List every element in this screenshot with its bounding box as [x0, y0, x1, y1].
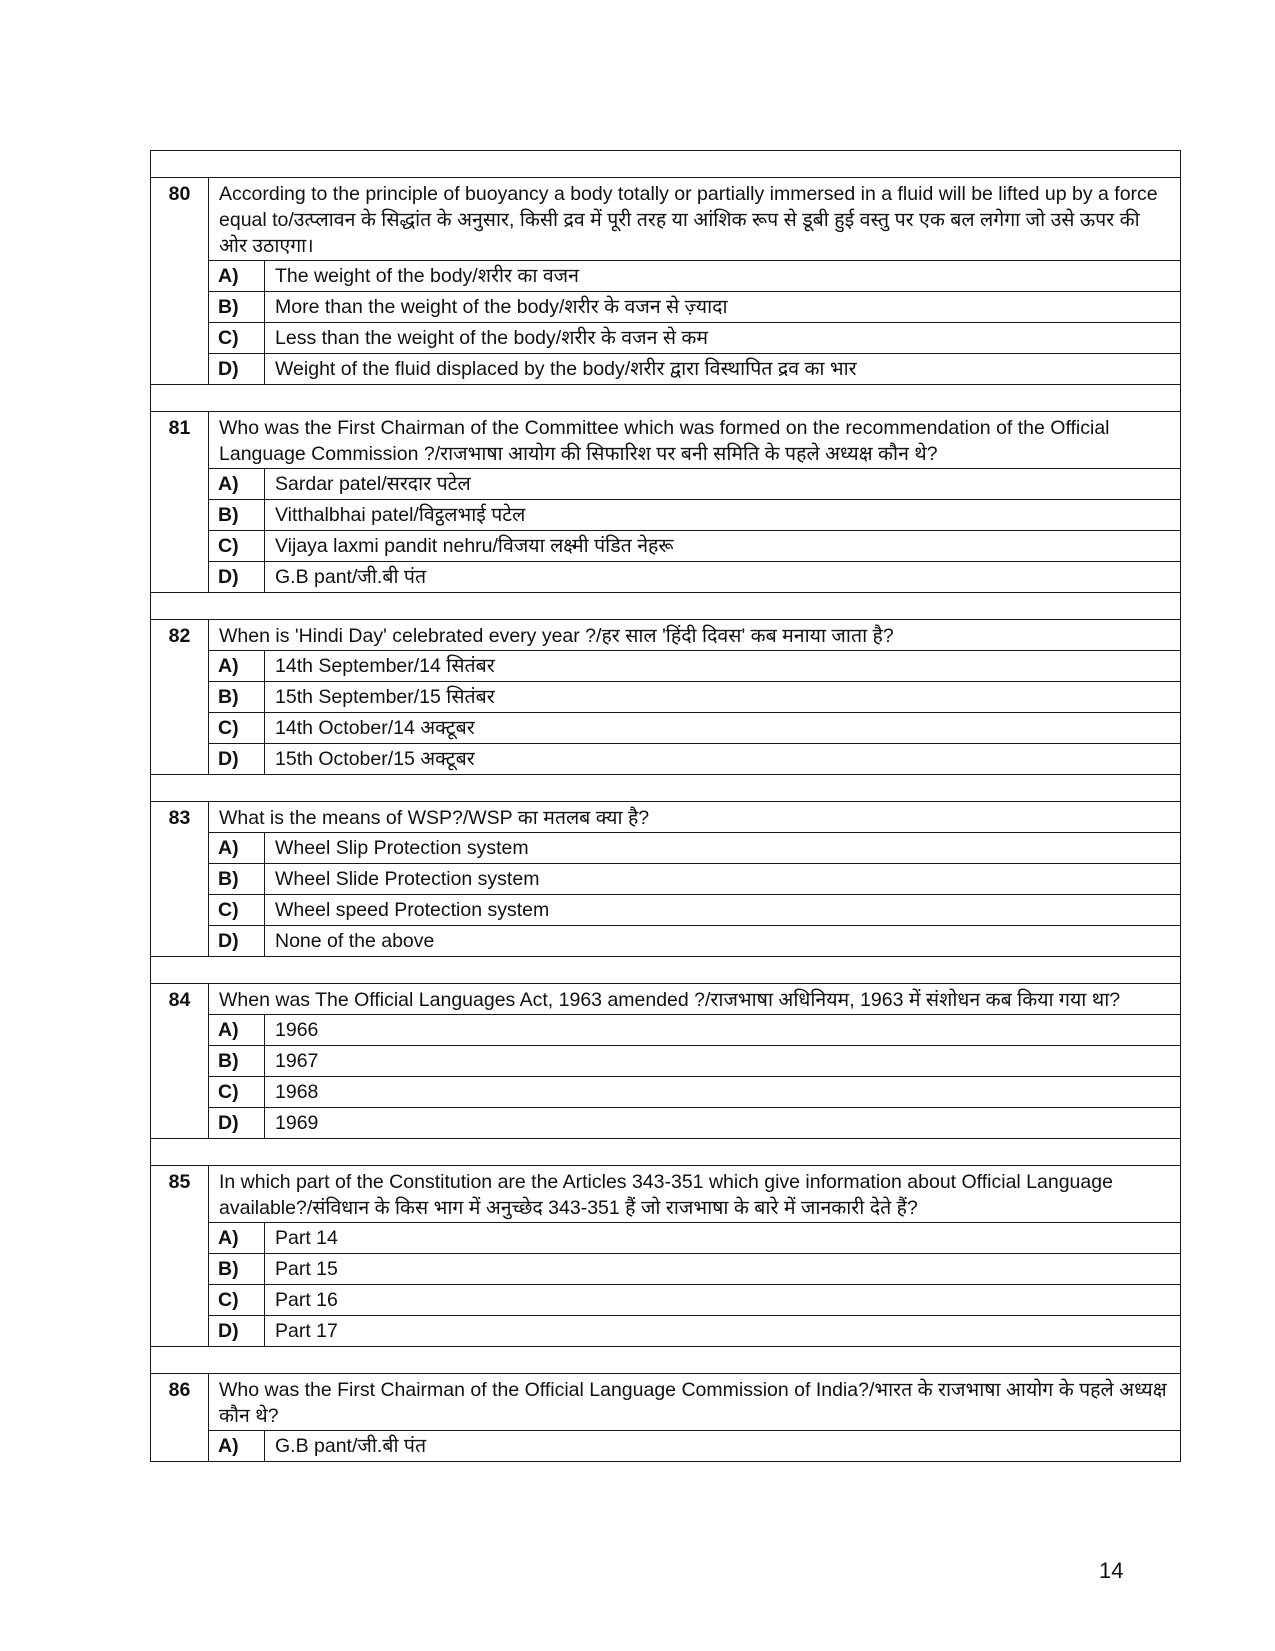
spacer-row	[151, 593, 1181, 620]
option-letter: A)	[209, 261, 265, 292]
option-row	[151, 1316, 1181, 1347]
question-row-81	[151, 412, 1181, 469]
option-text: None of the above	[265, 926, 1181, 957]
option-letter: A)	[209, 469, 265, 500]
option-text: Vijaya laxmi pandit nehru/विजया लक्ष्मी पंडित नेहरू	[265, 531, 1181, 562]
question-row-84	[151, 984, 1181, 1015]
option-row	[151, 744, 1181, 775]
option-letter: A)	[209, 1015, 265, 1046]
option-row	[151, 1046, 1181, 1077]
option-text: Less than the weight of the body/शरीर के वजन से कम	[265, 323, 1181, 354]
option-letter: D)	[209, 744, 265, 775]
option-text: 1969	[265, 1108, 1181, 1139]
option-letter: B)	[209, 864, 265, 895]
question-row-82	[151, 620, 1181, 651]
option-text: The weight of the body/शरीर का वजन	[265, 261, 1181, 292]
option-letter: D)	[209, 926, 265, 957]
spacer-cell	[151, 957, 1181, 984]
option-text: Part 17	[265, 1316, 1181, 1347]
question-text: Who was the First Chairman of the Official Language Commission of India?/भारत के राजभाषा आयोग के पहले अध्यक्ष कौन थे?	[209, 1374, 1181, 1431]
option-text: 1966	[265, 1015, 1181, 1046]
option-row	[151, 713, 1181, 744]
question-number: 81	[151, 412, 209, 593]
option-row	[151, 292, 1181, 323]
question-number: 83	[151, 802, 209, 957]
option-row	[151, 682, 1181, 713]
option-letter: C)	[209, 713, 265, 744]
option-text: More than the weight of the body/शरीर के वजन से ज़्यादा	[265, 292, 1181, 323]
question-row-83	[151, 802, 1181, 833]
spacer-row	[151, 957, 1181, 984]
question-text: According to the principle of buoyancy a body totally or partially immersed in a fluid will be lifted up by a force equal to/उत्प्लावन के सिद्धांत के अनुसार, किसी द्रव में पूरी तरह या आंशिक रूप से डूबी हुई वस्तु पर एक बल लगेगा जो उसे ऊपर की ओर उठाएगा।	[209, 178, 1181, 261]
option-row	[151, 1254, 1181, 1285]
option-row	[151, 1077, 1181, 1108]
question-row-80	[151, 178, 1181, 261]
option-text: Sardar patel/सरदार पटेल	[265, 469, 1181, 500]
option-letter: A)	[209, 651, 265, 682]
option-row	[151, 1431, 1181, 1462]
option-letter: D)	[209, 1316, 265, 1347]
question-paper-page	[150, 150, 1181, 1462]
option-row	[151, 469, 1181, 500]
option-text: G.B pant/जी.बी पंत	[265, 562, 1181, 593]
option-text: 14th October/14 अक्टूबर	[265, 713, 1181, 744]
option-letter: B)	[209, 500, 265, 531]
option-row	[151, 531, 1181, 562]
spacer-row	[151, 775, 1181, 802]
option-text: Wheel Slide Protection system	[265, 864, 1181, 895]
option-text: 14th September/14 सितंबर	[265, 651, 1181, 682]
spacer-row	[151, 151, 1181, 178]
option-letter: B)	[209, 682, 265, 713]
option-row	[151, 833, 1181, 864]
option-letter: C)	[209, 323, 265, 354]
option-row	[151, 1015, 1181, 1046]
option-letter: C)	[209, 1285, 265, 1316]
option-text: 1968	[265, 1077, 1181, 1108]
question-text: Who was the First Chairman of the Committee which was formed on the recommendation of the Official Language Commission ?/राजभाषा आयोग की सिफारिश पर बनी समिति के पहले अध्यक्ष कौन थे?	[209, 412, 1181, 469]
question-text: When is 'Hindi Day' celebrated every year ?/हर साल 'हिंदी दिवस' कब मनाया जाता है?	[209, 620, 1181, 651]
spacer-row	[151, 1139, 1181, 1166]
option-letter: C)	[209, 531, 265, 562]
option-text: Vitthalbhai patel/विट्ठलभाई पटेल	[265, 500, 1181, 531]
option-text: Part 16	[265, 1285, 1181, 1316]
spacer-cell	[151, 1347, 1181, 1374]
option-text: Wheel speed Protection system	[265, 895, 1181, 926]
option-row	[151, 261, 1181, 292]
option-row	[151, 500, 1181, 531]
option-row	[151, 1223, 1181, 1254]
option-text: G.B pant/जी.बी पंत	[265, 1431, 1181, 1462]
option-row	[151, 864, 1181, 895]
questions-table	[150, 150, 1181, 1462]
spacer-cell	[151, 593, 1181, 620]
spacer-cell	[151, 151, 1181, 178]
option-letter: A)	[209, 1431, 265, 1462]
question-row-85	[151, 1166, 1181, 1223]
spacer-cell	[151, 775, 1181, 802]
option-letter: A)	[209, 1223, 265, 1254]
option-row	[151, 1285, 1181, 1316]
spacer-cell	[151, 385, 1181, 412]
spacer-row	[151, 385, 1181, 412]
option-text: 1967	[265, 1046, 1181, 1077]
question-text: In which part of the Constitution are the Articles 343-351 which give information about Official Language available?/संविधान के किस भाग में अनुच्छेद 343-351 हैं जो राजभाषा के बारे में जानकारी देते हैं?	[209, 1166, 1181, 1223]
question-number: 86	[151, 1374, 209, 1462]
option-text: Wheel Slip Protection system	[265, 833, 1181, 864]
option-row	[151, 323, 1181, 354]
option-text: Part 15	[265, 1254, 1181, 1285]
spacer-cell	[151, 1139, 1181, 1166]
option-row	[151, 562, 1181, 593]
option-row	[151, 926, 1181, 957]
option-letter: B)	[209, 1046, 265, 1077]
option-row	[151, 651, 1181, 682]
spacer-row	[151, 1347, 1181, 1374]
option-letter: B)	[209, 292, 265, 323]
option-text: 15th October/15 अक्टूबर	[265, 744, 1181, 775]
option-text: Weight of the fluid displaced by the body/शरीर द्वारा विस्थापित द्रव का भार	[265, 354, 1181, 385]
question-number: 84	[151, 984, 209, 1139]
option-letter: D)	[209, 1108, 265, 1139]
question-row-86	[151, 1374, 1181, 1431]
option-letter: A)	[209, 833, 265, 864]
question-text: When was The Official Languages Act, 1963 amended ?/राजभाषा अधिनियम, 1963 में संशोधन कब किया गया था?	[209, 984, 1181, 1015]
option-row	[151, 895, 1181, 926]
option-row	[151, 354, 1181, 385]
question-number: 85	[151, 1166, 209, 1347]
option-letter: C)	[209, 1077, 265, 1108]
option-letter: C)	[209, 895, 265, 926]
page-number: 14	[1099, 1558, 1124, 1583]
option-text: 15th September/15 सितंबर	[265, 682, 1181, 713]
option-letter: D)	[209, 354, 265, 385]
question-text: What is the means of WSP?/WSP का मतलब क्या है?	[209, 802, 1181, 833]
option-row	[151, 1108, 1181, 1139]
option-letter: B)	[209, 1254, 265, 1285]
option-text: Part 14	[265, 1223, 1181, 1254]
option-letter: D)	[209, 562, 265, 593]
question-number: 82	[151, 620, 209, 775]
question-number: 80	[151, 178, 209, 385]
